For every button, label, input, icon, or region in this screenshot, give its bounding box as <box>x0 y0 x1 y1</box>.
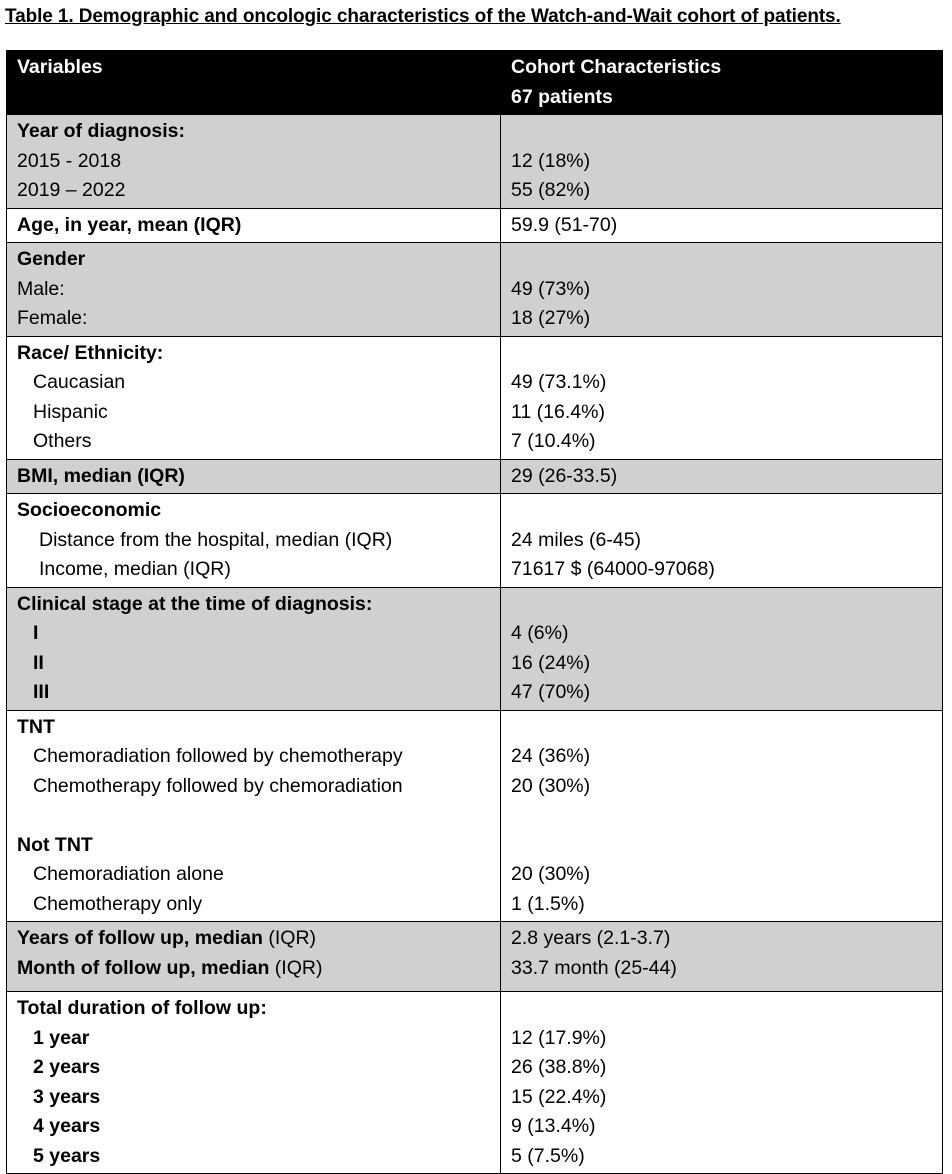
row-sublabel: Chemoradiation alone <box>33 863 224 885</box>
row-label: Socioeconomic <box>17 499 162 521</box>
row-label: Gender <box>17 248 86 270</box>
row-value: 29 (26-33.5) <box>511 464 618 487</box>
table-row-follow-up-median <box>7 922 943 992</box>
row-label: Year of diagnosis: <box>17 120 185 142</box>
row-sublabel: Chemoradiation followed by chemotherapy <box>33 745 403 767</box>
row-sublabel: 2 years <box>33 1056 101 1078</box>
row-sublabel: Caucasian <box>33 371 126 393</box>
row-sublabel: Chemotherapy only <box>33 892 203 915</box>
table-row-race <box>7 336 943 459</box>
years-label-bold: Years of follow up, median <box>17 927 263 949</box>
years-label-rest: (IQR) <box>262 927 317 949</box>
row-value: 55 (82%) <box>511 179 591 201</box>
row-value: 71617 $ (64000-97068) <box>511 558 715 580</box>
table-row-age <box>7 208 943 243</box>
table-title: Table 1. Demographic and oncologic characteristics of the Watch-and-Wait cohort of patients. <box>5 6 841 27</box>
row-value: 24 (36%) <box>511 745 591 767</box>
table-row-tnt <box>7 710 943 922</box>
table-row-total-duration <box>7 992 943 1174</box>
row-value: 47 (70%) <box>511 681 591 703</box>
header-variables-label: Variables <box>17 56 103 78</box>
row-sublabel: Male: <box>17 277 65 300</box>
row-value: 11 (16.4%) <box>511 400 605 423</box>
row-label: Age, in year, mean (IQR) <box>17 213 242 236</box>
row-sublabel: 3 years <box>33 1085 101 1108</box>
row-value: 2.8 years (2.1-3.7) <box>511 927 671 949</box>
row-label: TNT <box>17 715 55 738</box>
row-value: 24 miles (6-45) <box>511 528 642 551</box>
header-patient-count: 67 patients <box>511 85 613 108</box>
row-value: 16 (24%) <box>511 651 591 674</box>
row-sublabel: Chemotherapy followed by chemoradiation <box>33 774 403 797</box>
row-sublabel: Female: <box>17 307 88 329</box>
row-value: 15 (22.4%) <box>511 1085 607 1108</box>
row-sublabel: I <box>33 622 39 644</box>
row-value: 5 (7.5%) <box>511 1144 585 1167</box>
row-label-not-tnt: Not TNT <box>17 833 93 856</box>
row-label-month <box>7 954 500 984</box>
row-label: Total duration of follow up: <box>17 997 267 1019</box>
table-header-row <box>7 51 943 115</box>
row-sublabel: 2015 - 2018 <box>17 149 122 172</box>
row-value: 12 (18%) <box>511 149 591 172</box>
row-value: 18 (27%) <box>511 307 591 329</box>
table-row-year-of-diagnosis <box>7 115 943 209</box>
row-value: 20 (30%) <box>511 774 591 797</box>
table-row-clinical-stage <box>7 587 943 710</box>
row-sublabel: 5 years <box>33 1144 101 1167</box>
row-sublabel: 2019 – 2022 <box>17 179 126 201</box>
row-value: 59.9 (51-70) <box>511 213 618 236</box>
row-sublabel: 1 year <box>33 1026 90 1049</box>
row-value: 1 (1.5%) <box>511 892 585 915</box>
header-cohort-label: Cohort Characteristics <box>511 56 722 78</box>
row-label: Clinical stage at the time of diagnosis: <box>17 592 373 615</box>
table-row-gender <box>7 243 943 337</box>
month-label-bold: Month of follow up, median <box>17 956 270 979</box>
row-sublabel: Income, median (IQR) <box>39 558 231 580</box>
table-row-socioeconomic <box>7 494 943 588</box>
row-label-years <box>7 924 500 954</box>
row-value: 49 (73%) <box>511 277 591 300</box>
row-sublabel: Others <box>33 430 92 452</box>
row-sublabel: Hispanic <box>33 400 108 423</box>
row-label: BMI, median (IQR) <box>17 464 185 487</box>
row-sublabel: II <box>33 651 44 674</box>
row-value: 49 (73.1%) <box>511 371 607 393</box>
row-label: Race/ Ethnicity: <box>17 341 164 364</box>
row-value: 7 (10.4%) <box>511 430 596 452</box>
row-sublabel: 4 years <box>33 1115 101 1137</box>
month-label-rest: (IQR) <box>269 956 323 979</box>
characteristics-table <box>6 50 943 1174</box>
row-value: 12 (17.9%) <box>511 1026 607 1049</box>
row-sublabel: III <box>33 681 50 703</box>
row-value: 26 (38.8%) <box>511 1056 607 1078</box>
row-value: 4 (6%) <box>511 622 569 644</box>
table-row-bmi <box>7 459 943 494</box>
row-value: 33.7 month (25-44) <box>511 956 677 979</box>
header-variables <box>7 51 501 115</box>
row-value: 9 (13.4%) <box>511 1115 596 1137</box>
row-value: 20 (30%) <box>511 863 591 885</box>
row-sublabel: Distance from the hospital, median (IQR) <box>39 528 393 551</box>
header-cohort <box>501 51 943 115</box>
